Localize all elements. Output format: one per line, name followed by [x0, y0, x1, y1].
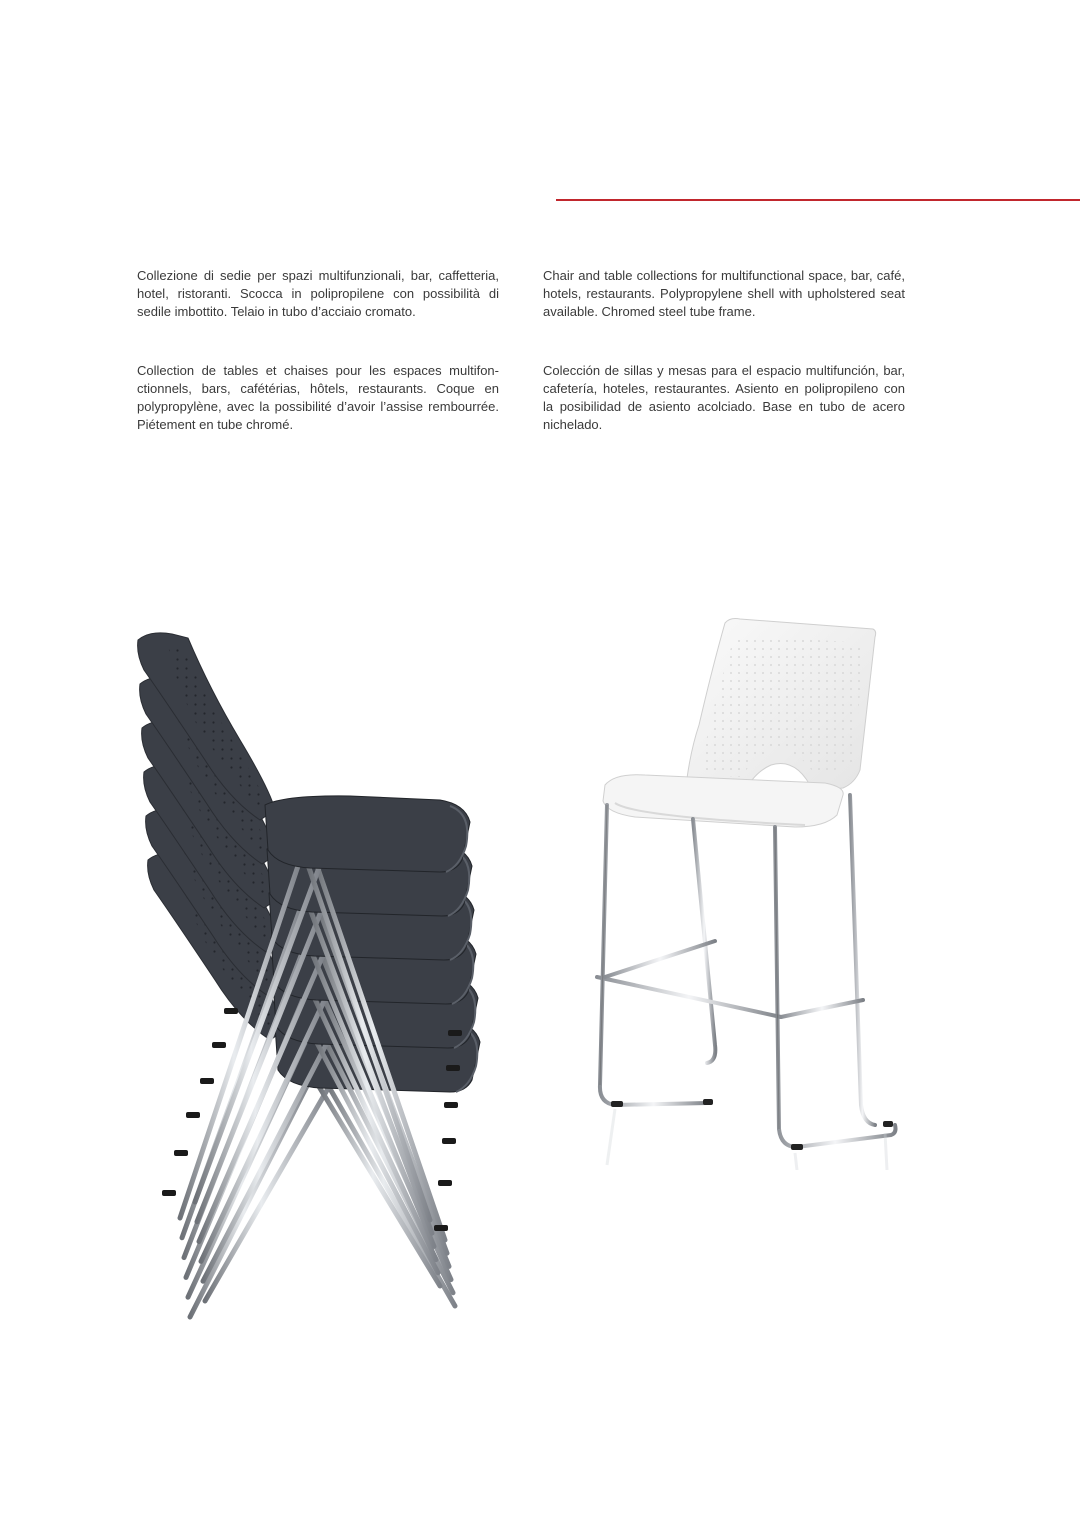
- chair-foot-glide: [444, 1102, 458, 1108]
- stacked-chairs-image: [110, 610, 530, 1410]
- chair-foot-glide: [162, 1190, 176, 1196]
- description-italian: Collezione di sedie per spazi multifunzionali, bar, caffetteria, hotel, ristoranti. Scocca in polipropilene con possibilità di sedile imbottito. Telaio in tubo d’acciaio cromato.: [137, 268, 499, 319]
- chair-foot-glide: [186, 1112, 200, 1118]
- chair-foot-glide: [212, 1042, 226, 1048]
- chair-foot-glide: [200, 1078, 214, 1084]
- accent-rule: [556, 199, 1080, 201]
- bar-stool-image: [575, 605, 920, 1170]
- chair-foot-glide: [446, 1065, 460, 1071]
- description-english: Chair and table collections for multifunctional space, bar, café, hotels, restaurants. Polypropylene shell with upholstered seat available. Chromed steel tube frame.: [543, 268, 905, 319]
- chair-foot-glide: [224, 1008, 238, 1014]
- chair-foot-glide: [174, 1150, 188, 1156]
- chair-foot-glide: [448, 1030, 462, 1036]
- chair-foot-glide: [438, 1180, 452, 1186]
- chair-foot-glide: [434, 1225, 448, 1231]
- description-french: Collection de tables et chaises pour les espaces multifonctionnels, bars, cafétérias, hôtels, restaurants. Coque en polypropylène, avec la possibilité d’avoir l’assise rembourrée. Piétement en tube chromé.: [137, 363, 499, 432]
- description-spanish: Colección de sillas y mesas para el espacio multifunción, bar, cafetería, hoteles, restaurantes. Asiento en polipropileno con la posibilidad de asiento acolciado. Base en tubo de acero nichelado.: [543, 363, 905, 432]
- chair-foot-glide: [442, 1138, 456, 1144]
